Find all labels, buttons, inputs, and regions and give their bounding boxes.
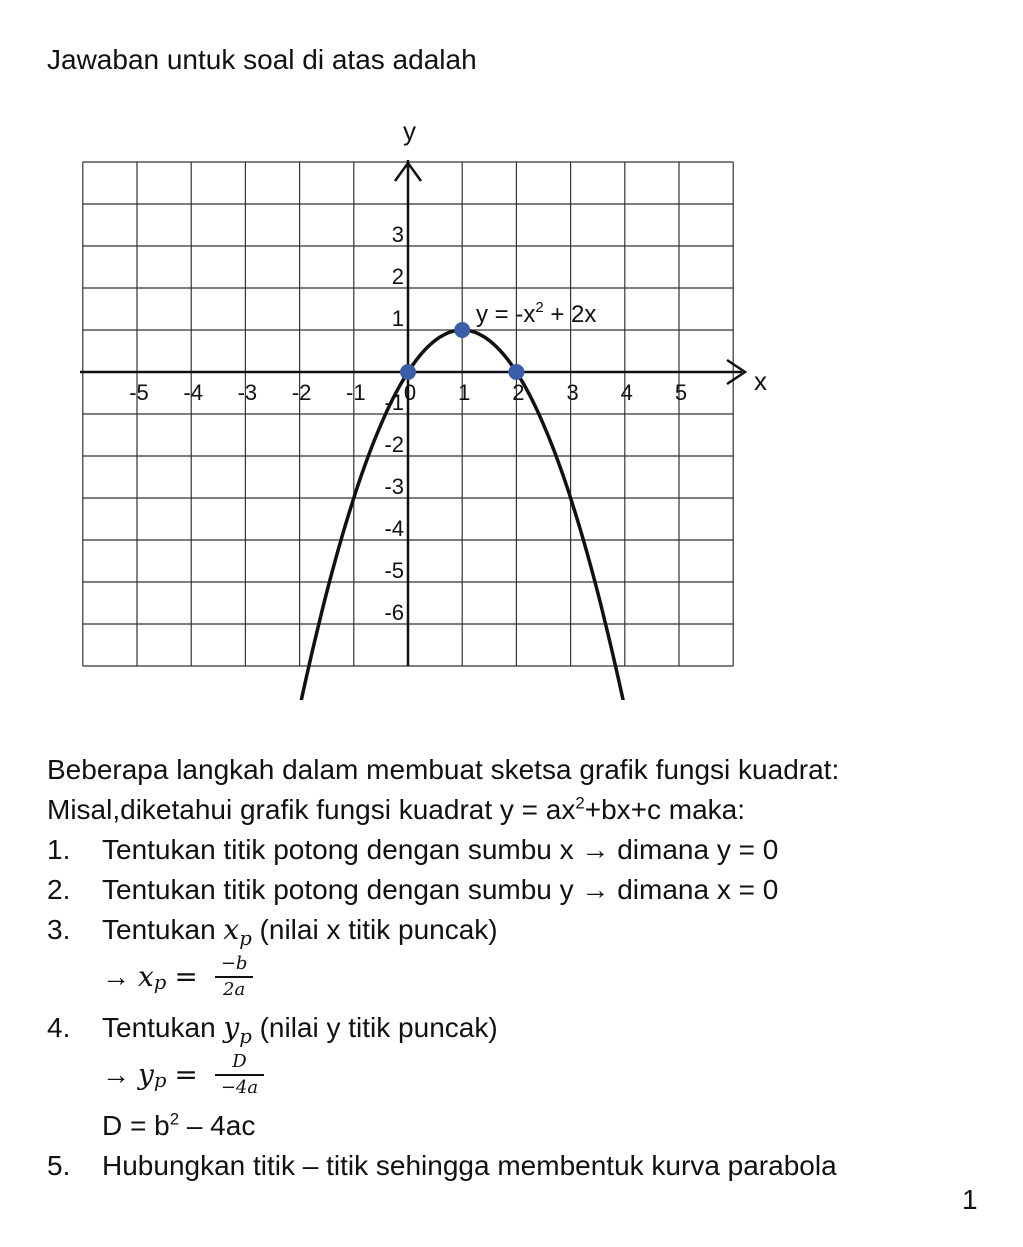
steps-heading: Beberapa langkah dalam membuat sketsa grafik fungsi kuadrat:: [47, 754, 840, 785]
x-tick-label: -4: [183, 380, 203, 405]
step-2: 2. Tentukan titik potong dengan sumbu y → dimana x = 0: [47, 874, 779, 905]
function-label-main: y = -x: [476, 301, 536, 328]
step-3: 3. Tentukan $x_p$ (nilai x titik puncak): [47, 913, 498, 950]
page-number: 1: [962, 1184, 978, 1215]
function-label-tail: + 2x: [543, 301, 597, 328]
y-tick-label: -1: [384, 390, 404, 415]
assumption-line: Misal,diketahui grafik fungsi kuadrat $y = ax^2+bx+c$ maka:: [47, 793, 746, 825]
x-tick-label: -2: [291, 380, 312, 405]
key-point: [454, 322, 470, 338]
x-tick-label: 3: [566, 380, 579, 405]
function-label-exp: 2: [535, 299, 544, 316]
y-tick-label: -3: [384, 474, 404, 499]
x-tick-label: -3: [237, 380, 258, 405]
x-tick-label: -1: [346, 380, 366, 405]
key-point: [400, 364, 416, 380]
steps-section: [47, 750, 977, 1186]
y-tick-label: 1: [391, 306, 404, 331]
x-tick-label: 2: [512, 380, 525, 405]
y-tick-label: -4: [384, 516, 404, 541]
step-4-formula: → y p = $\frac{D}{-4a}$: [47, 1048, 977, 1106]
x-tick-label: 4: [620, 380, 633, 405]
y-tick-label: 3: [391, 222, 404, 247]
y-tick-label: -6: [384, 600, 404, 625]
step-4: 4. Tentukan $y_p$ (nilai y titik puncak): [47, 1011, 498, 1048]
y-axis-label: y: [403, 116, 416, 146]
y-tick-label: -2: [384, 432, 404, 457]
x-tick-label: 0: [403, 380, 417, 405]
discriminant-line: $D = b^2 - 4ac$: [102, 1109, 256, 1141]
x-axis-label: x: [754, 366, 767, 396]
step-5: 5. Hubungkan titik – titik sehingga membentuk kurva parabola: [47, 1150, 837, 1181]
axes: [80, 160, 745, 666]
x-tick-label: -5: [129, 380, 149, 405]
xp-fraction: $\frac{-b}{2a}$: [218, 954, 251, 1000]
y-tick-label: 2: [391, 264, 404, 289]
step-3-formula: → x p = $\frac{-b}{2a}$: [47, 950, 977, 1008]
y-tick-label: -5: [384, 558, 404, 583]
x-tick-label: 1: [458, 380, 471, 405]
step-1: 1. Tentukan titik potong dengan sumbu x → dimana y = 0: [47, 834, 779, 865]
x-tick-label: 5: [674, 380, 688, 405]
key-point: [508, 364, 524, 380]
intro-text: Jawaban untuk soal di atas adalah: [47, 44, 477, 75]
yp-fraction: $\frac{D}{-4a}$: [218, 1052, 261, 1098]
function-label: [476, 299, 596, 328]
